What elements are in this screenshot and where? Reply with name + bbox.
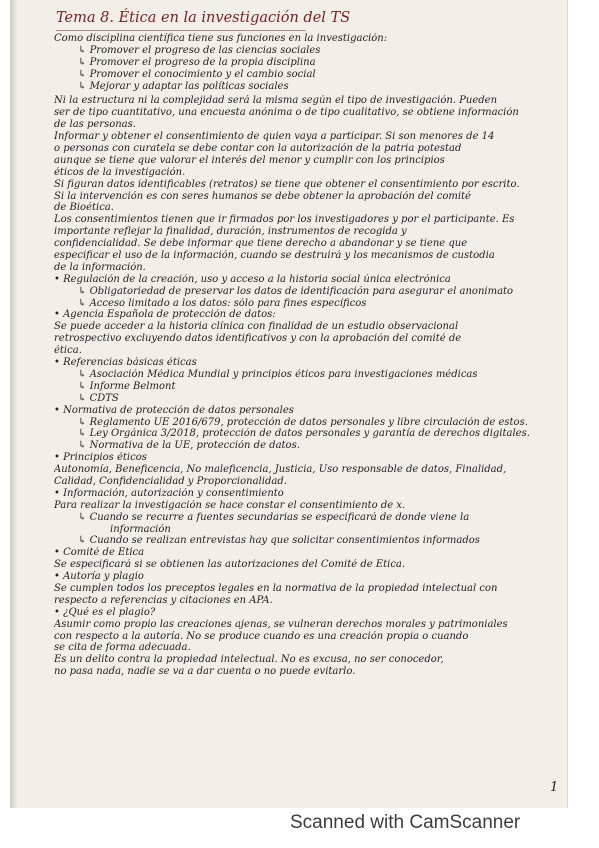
note-line: ↳ Ley Orgánica 3/2018, protección de datos personales y garantía de derechos digitales. — [54, 428, 566, 440]
page-number: 1 — [550, 780, 559, 795]
note-line: ↳ Mejorar y adaptar las políticas sociales — [54, 81, 566, 93]
note-line: Asumir como propio las creaciones ajenas, se vulneran derechos morales y patrimoniales — [54, 618, 508, 630]
note-line: importante reflejar la finalidad, duración, instrumentos de recogida y — [54, 226, 407, 238]
note-line: ↳ Promover el conocimiento y el cambio social — [54, 69, 566, 81]
note-line: Los consentimientos tienen que ir firmados por los investigadores y por el participante. Es — [54, 214, 515, 226]
note-line: • Principios éticos — [54, 452, 566, 464]
note-line: ↳ Cuando se realizan entrevistas hay que solicitar consentimientos informados — [54, 535, 566, 547]
note-line: confidencialidad. Se debe informar que tiene derecho a abandonar y se tiene que — [54, 238, 468, 250]
note-line: Calidad, Confidencialidad y Proporcionalidad. — [54, 475, 287, 487]
notes-body — [54, 33, 566, 793]
note-line: de Bioética. — [54, 202, 114, 214]
note-line: Se puede acceder a la historia clínica con finalidad de un estudio observacional — [54, 321, 459, 333]
note-line: • Autoría y plagio — [54, 571, 566, 583]
note-line: aunque se tiene que valorar el interés del menor y cumplir con los principios — [54, 154, 445, 166]
camscanner-watermark: Scanned with CamScanner — [290, 812, 521, 833]
note-line: Como disciplina científica tiene sus funciones en la investigación: — [54, 33, 388, 44]
note-line: especificar el uso de la información, cuando se destruirá y los mecanismos de custodia — [54, 250, 495, 262]
notebook-page — [10, 0, 568, 808]
note-line: información — [110, 523, 171, 535]
note-line: ↳ Informe Belmont — [54, 381, 566, 393]
note-line: • ¿Qué es el plagio? — [54, 607, 566, 619]
note-line: • Agencia Española de protección de datos: — [54, 309, 566, 321]
note-line: no pasa nada, nadie se va a dar cuenta o no puede evitarlo. — [54, 666, 356, 678]
note-line: Si la intervención es con seres humanos se debe obtener la aprobación del comité — [54, 190, 471, 202]
note-line: Si figuran datos identificables (retratos) se tiene que obtener el consentimiento por escrito. — [54, 178, 520, 190]
note-line: • Referencias básicas éticas — [54, 357, 566, 369]
note-line: ↳ Cuando se recurre a fuentes secundarias se especificará de donde viene la — [54, 512, 566, 524]
note-line: con respecto a la autoría. No se produce cuando es una creación propia o cuando — [54, 630, 469, 642]
page-title: Tema 8. Ética en la investigación del TS — [56, 10, 351, 26]
note-line: Informar y obtener el consentimiento de quien vaya a participar. Si son menores de 14 — [54, 131, 495, 143]
note-line: de la información. — [54, 261, 146, 273]
note-line: ↳ Normativa de la UE, protección de datos. — [54, 440, 566, 452]
note-line: Ni la estructura ni la complejidad será la misma según el tipo de investigación. Pueden — [54, 95, 498, 107]
note-line: Es un delito contra la propiedad intelectual. No es excusa, no ser conocedor, — [54, 654, 444, 666]
note-line: Autonomía, Beneficencia, No maleficencia, Justicia, Uso responsable de datos, Finalidad, — [54, 464, 507, 476]
note-line: Para realizar la investigación se hace constar el consentimiento de x. — [54, 499, 406, 511]
note-line: • Información, autorización y consentimiento — [54, 488, 566, 500]
note-line: de las personas. — [54, 119, 136, 131]
title-underline — [56, 30, 306, 31]
note-line: ↳ CDTS — [54, 393, 566, 405]
note-line: ética. — [54, 345, 82, 357]
note-line: Se especificará si se obtienen las autorizaciones del Comité de Ética. — [54, 559, 406, 571]
note-line: respecto a referencias y citaciones en APA. — [54, 594, 273, 606]
note-line: éticos de la investigación. — [54, 166, 186, 178]
note-line: ser de tipo cuantitativo, una encuesta anónima o de tipo cualitativo, se obtiene información — [54, 107, 519, 119]
note-line: ↳ Promover el progreso de las ciencias sociales — [54, 45, 566, 57]
note-line: retrospectivo excluyendo datos identificativos y con la aprobación del comité de — [54, 333, 462, 345]
note-line: ↳ Asociación Médica Mundial y principios éticos para investigaciones médicas — [54, 369, 566, 381]
note-line: ↳ Acceso limitado a los datos: sólo para fines específicos — [54, 298, 566, 310]
note-line: ↳ Obligatoriedad de preservar los datos de identificación para asegurar el anonimato — [54, 286, 566, 298]
note-line: • Normativa de protección de datos personales — [54, 405, 566, 417]
note-line: • Regulación de la creación, uso y acceso a la historia social única electrónica — [54, 274, 566, 286]
note-line: o personas con curatela se debe contar con la autorización de la patria potestad — [54, 143, 462, 155]
note-line: Se cumplen todos los preceptos legales en la normativa de la propiedad intelectual con — [54, 582, 498, 594]
note-line: • Comité de Ética — [54, 547, 566, 559]
note-line: se cita de forma adecuada. — [54, 642, 191, 654]
note-line: ↳ Reglamento UE 2016/679, protección de datos personales y libre circulación de estos. — [54, 417, 566, 429]
note-line: ↳ Promover el progreso de la propia disciplina — [54, 57, 566, 69]
